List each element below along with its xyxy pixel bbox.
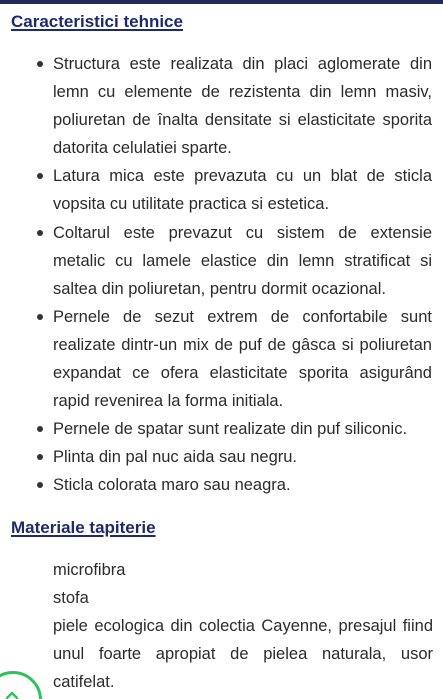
bullet-icon [37,61,43,67]
list-item-text: Plinta din pal nuc aida sau negru. [53,448,298,467]
bullet-icon [37,230,43,236]
chevron-up-icon [5,688,19,699]
list-item-text: Coltarul este prevazut cu sistem de extensie metalic cu lamele elastice din lemn stratificat si saltea din poliuretan, pentru dormit ocazional. [53,223,432,298]
list-item [0,50,443,162]
bullet-icon [37,426,43,432]
list-item [0,303,443,415]
list-item: piele ecologica din colectia Cayenne, presajul fiind unul foarte apropiat de pielea naturala, usor catifelat. [53,617,433,692]
list-item-text: Sticla colorata maro sau neagra. [53,476,291,495]
bullet-icon [37,454,43,460]
bullet-icon [37,314,43,320]
list-item [0,471,443,499]
list-item-text: Latura mica este prevazuta cu un blat de sticla vopsita cu utilitate practica si estetica. [53,167,432,214]
list-item-text: Pernele de spatar sunt realizate din puf siliconic. [53,420,408,439]
bullet-icon [37,173,43,179]
technical-features-list [0,50,443,500]
list-item [0,219,443,303]
list-item [0,162,443,218]
list-item [0,415,443,443]
list-item: stofa [53,589,89,608]
upholstery-materials-list [53,556,433,696]
list-item-text: Structura este realizata din placi aglomerate din lemn cu elemente de rezistenta din lemn masiv, poliuretan de înalta densitate si elasticitate sporita datorita celulatiei sparte. [53,55,432,158]
list-item-text: Pernele de sezut extrem de confortabile sunt realizate dintr-un mix de puf de gâsca si poliuretan expandat ce ofera elasticitate sporita asigurând rapid revenirea la forma initiala. [53,307,432,411]
bullet-icon [37,482,43,488]
list-item: microfibra [53,561,126,579]
list-item [0,443,443,471]
scroll-to-top-button[interactable] [0,671,42,699]
top-bar [0,0,443,4]
upholstery-materials-heading: Materiale tapiterie [11,518,156,537]
technical-features-heading: Caracteristici tehnice [11,12,183,31]
